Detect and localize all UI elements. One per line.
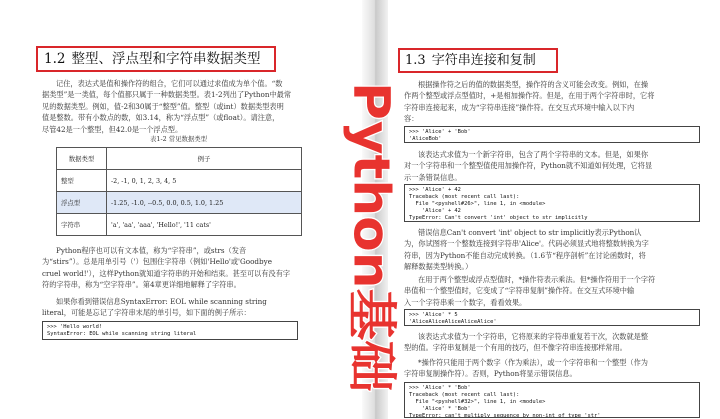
text-line: 该表达式求值为一个字符串，它将原来的字符串重复若干次，次数就是整: [418, 332, 649, 341]
table-cell-example: 'a', 'aa', 'aaa', 'Hello!', '11 cats': [107, 214, 302, 236]
text-line: 字符串复制操作符）。否则，Python将显示错误信息。: [404, 369, 577, 379]
text-line: 为，你试图将一个整数连接到字符串'Alice'。代码必须显式地将整数转换为字: [404, 239, 649, 249]
right-page: [388, 0, 720, 419]
code-block-concat: >>> 'Alice' + 'Bob' 'AliceBob': [404, 126, 700, 143]
text-line: 见的数据类型。例如，值-2和30属于“整型”值。整型（或int）数据类型表明: [42, 101, 284, 111]
replication-paragraph: [404, 274, 700, 308]
text-line: 记住，表达式是值和操作符的组合，它们可以通过求值成为单个值。“数: [56, 79, 283, 88]
text-line: 字符串连接起来，成为“字符串连接”操作符。在交互式环境中输入以下内: [404, 102, 635, 112]
section-title-1-2: [36, 46, 276, 72]
text-line: 值是整数。带有小数点的数，如3.14，称为“浮点型”（或float）。请注意，: [42, 113, 280, 123]
operator-limits-paragraph: [404, 357, 700, 380]
text-line: 入一个字符串乘一个数字，看看效果。: [404, 297, 527, 307]
text-line: *操作符只能用于两个数字（作为乘法），或一个字符串和一个整型（作为: [418, 358, 648, 367]
text-line: 在用于两个整型或浮点型值时，*操作符表示乘法。但*操作符用于一个字符: [418, 275, 656, 284]
text-line: 据类型”是一类值，每个值都只属于一种数据类型。表1-2列出了Python中最常: [42, 90, 292, 100]
text-line: 符的字符串，称为“空字符串”。第4章更详细地解释了字符串。: [42, 280, 241, 290]
section-number: 1.3: [405, 53, 426, 68]
table-caption: 表1-2 常见数据类型: [150, 135, 208, 143]
text-line: 根据操作符之后的值的数据类型，操作符的含义可能会改变。例如，在操: [418, 80, 649, 89]
text-line: 容：: [404, 114, 419, 124]
error-explanation-paragraph: [404, 227, 700, 273]
table-header-row: [57, 148, 302, 170]
section-title-text: 字符串连接和复制: [431, 53, 536, 68]
text-line: 如果你看到错误信息SyntaxError: EOL while scanning string: [56, 297, 267, 306]
text-line: 尽管42是一个整型，但42.0是一个浮点型。: [42, 124, 183, 134]
text-line: 作两个整型或浮点型值时，+是相加操作符。但是，在用于两个字符串时，它将: [404, 91, 655, 101]
table-row: [57, 170, 302, 192]
string-paragraph: [42, 245, 310, 291]
text-line: 为“stirs”）。总是用单引号（'）包围住字符串（例如'Hello'或'Goodbye: [42, 257, 272, 267]
text-line: 对一个字符串和一个整型值使用加操作符，Python就不知道如何处理，它将显: [404, 161, 653, 171]
concat-paragraph: [404, 79, 700, 125]
text-line: Python程序也可以有文本值，称为“字符串”，或strs（发音: [56, 246, 247, 255]
replication-result-paragraph: [404, 331, 700, 354]
code-block-replication: >>> 'Alice' * 5 'AliceAliceAliceAliceAlice': [404, 309, 700, 326]
text-line: 该表达式求值为一个新字符串，包含了两个字符串的文本。但是，如果你: [418, 150, 649, 159]
code-block-type-error: >>> 'Alice' + 42 Traceback (most recent call last): File "<pyshell#26>", line 1, in <module> 'Alice' + 42 TypeError: Can't convert 'int' object to str implicitly: [404, 184, 700, 222]
table-header-type: 数据类型: [57, 148, 107, 170]
table-row: [57, 192, 302, 214]
data-types-table: [56, 147, 302, 236]
banner-text: Python基础: [342, 82, 401, 382]
table-cell-example: -1.25, -1.0, --0.5, 0.0, 0.5, 1.0, 1.25: [107, 192, 302, 214]
section-number: 1.2: [44, 51, 66, 67]
table-cell-type: 整型: [57, 170, 107, 192]
text-line: 示一条错误信息。: [404, 172, 462, 182]
python-basics-banner: [326, 78, 410, 396]
text-line: 符串，因为Python不能自动完成转换。（1.6节“程序剖析”在讨论函数时，将: [404, 250, 646, 260]
table-cell-example: -2, -1, 0, 1, 2, 3, 4, 5: [107, 170, 302, 192]
text-line: literal，可能是忘记了字符串末尾的单引号，如下面的例子所示：: [42, 308, 251, 318]
section-title-1-3: [398, 48, 558, 73]
intro-paragraph: [42, 78, 310, 135]
table-cell-type: 字符串: [57, 214, 107, 236]
error-paragraph: [42, 296, 310, 319]
table-header-example: 例子: [107, 148, 302, 170]
text-line: cruel world!'），这样Python就知道字符串的开始和结束。甚至可以有没有字: [42, 268, 291, 278]
code-block-multiply-error: >>> 'Alice' * 'Bob' Traceback (most recent call last): File "<pyshell#32>", line 1, in <module> 'Alice' * 'Bob' TypeError: can't multiply sequence by non-int of type 'str': [404, 382, 700, 418]
text-line: 错误信息Can't convert 'int' object to str implicitly表示Python认: [418, 228, 642, 237]
text-line: 解释数据类型转换。）: [404, 262, 473, 272]
table-row: [57, 214, 302, 236]
text-line: 型的值。字符串复制是一个有用的技巧，但不像字符串连接那样常用。: [404, 343, 627, 353]
code-block-syntax-error: >>> 'Hello world! SyntaxError: EOL while scanning string literal: [42, 321, 298, 340]
banner-svg: [326, 78, 410, 396]
table-cell-type: 浮点型: [57, 192, 107, 214]
text-line: 串值和一个整型值时，它变成了“字符串复制”操作符。在交互式环境中输: [404, 286, 635, 296]
section-title-text: 整型、浮点型和字符串数据类型: [71, 51, 261, 67]
concat-result-paragraph: [404, 149, 700, 183]
